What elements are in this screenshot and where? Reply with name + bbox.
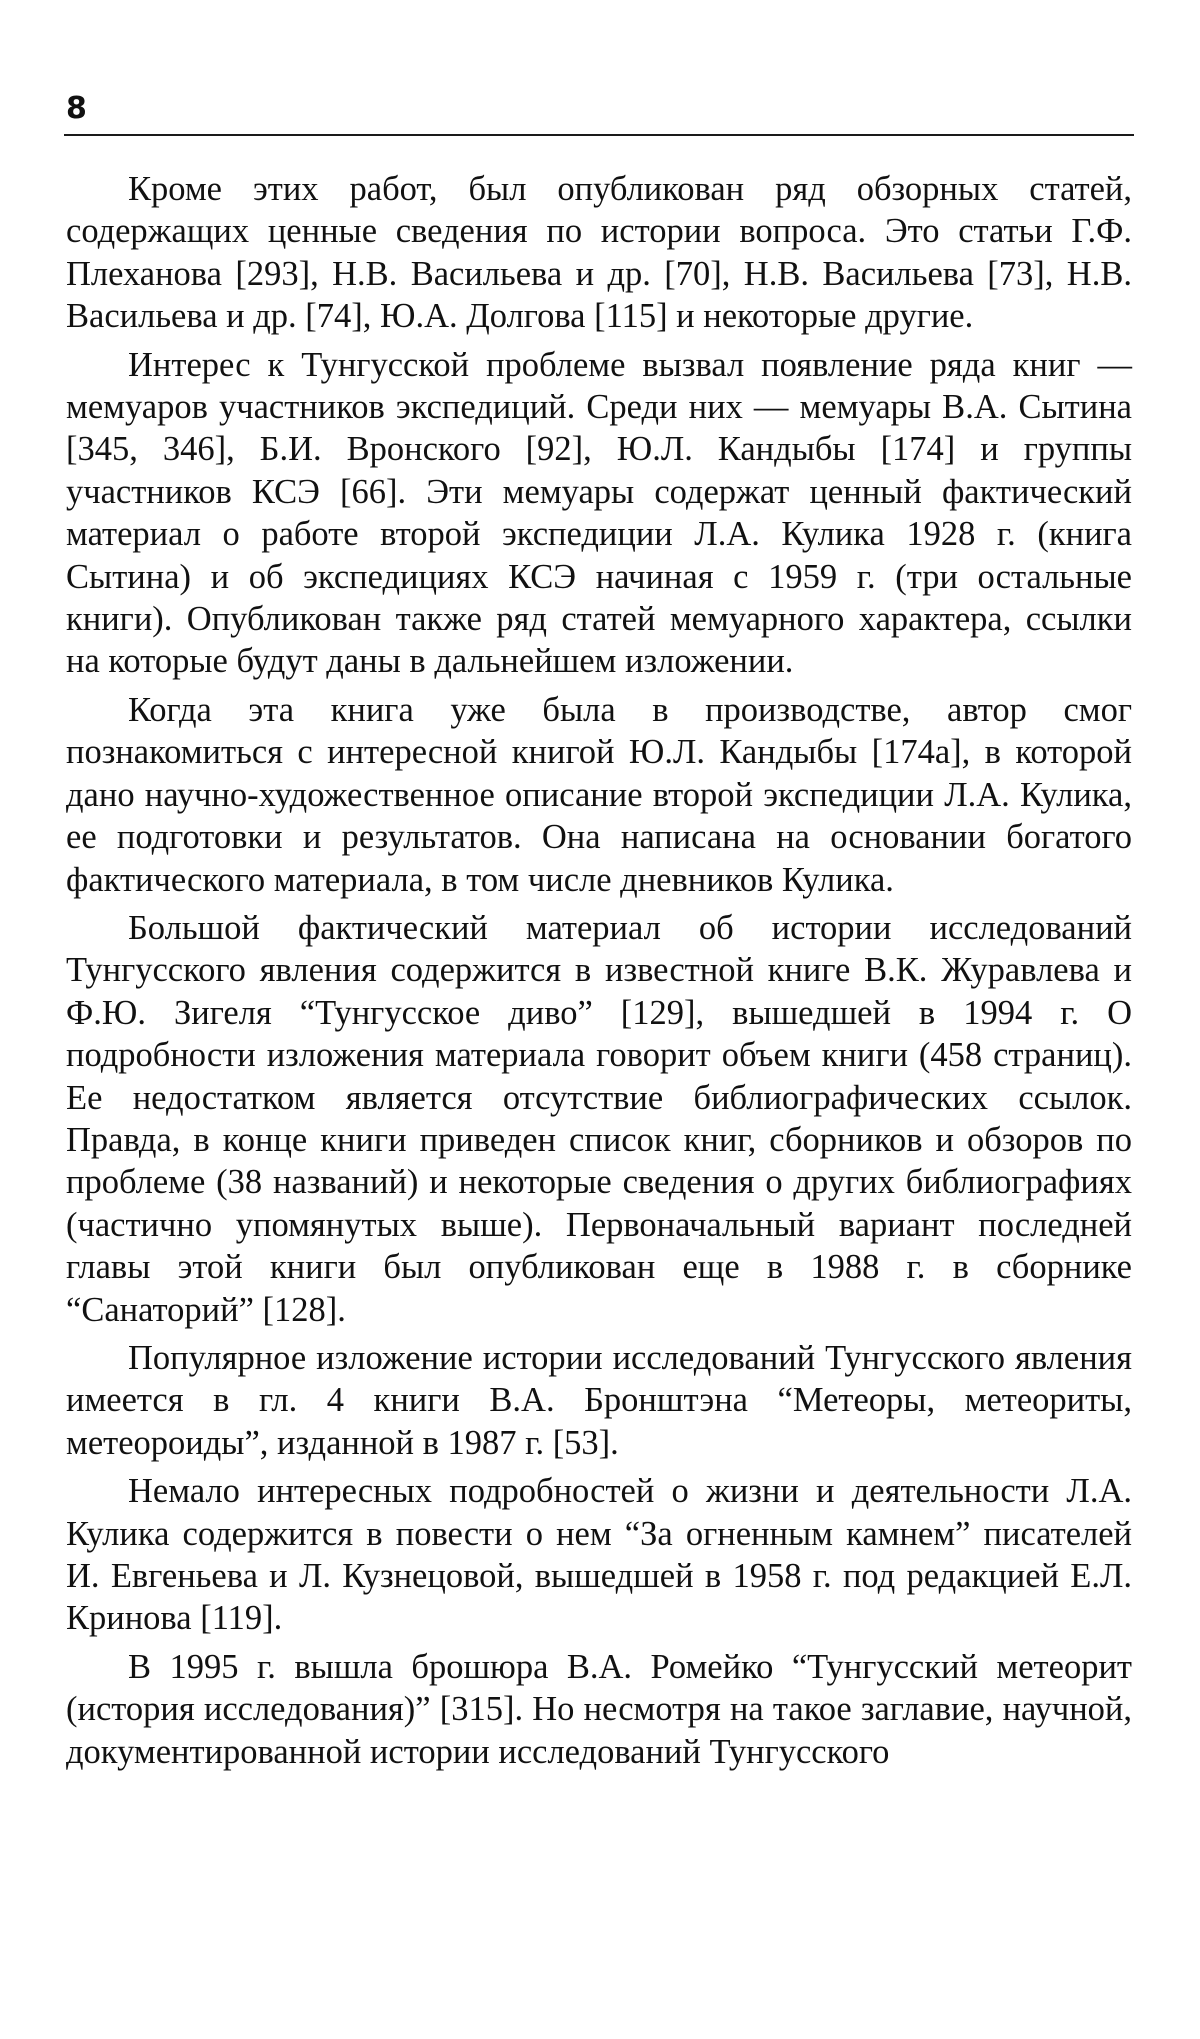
header-rule [64, 134, 1134, 136]
paragraph-7: В 1995 г. вышла брошюра В.А. Ромейко “Тунгусский метеорит (история исследования)” [315]. Но несмотря на такое заглавие, научной, документированной истории исследований Тунгусского [66, 1647, 1132, 1771]
paragraph-6: Немало интересных подробностей о жизни и деятельности Л.А. Кулика содержится в повести о нем “За огненным камнем” писателей И. Евгеньева и Л. Кузнецовой, вышедшей в 1958 г. под редакцией Е.Л. Кринова [119]. [66, 1472, 1132, 1638]
paragraph-4: Большой фактический материал об истории исследований Тунгусского явления содержится в известной книге В.К. Журавлева и Ф.Ю. Зигеля “Тунгусское диво” [129], вышедшей в 1994 г. О подробности изложения материала говорит объем книги (458 страниц). Ее недостатком является отсутствие библиографических ссылок. Правда, в конце книги приведен список книг, сборников и обзоров по проблеме (38 названий) и некоторые сведения о других библиографиях (частично упомянутых выше). Первоначальный вариант последней главы этой книги был опубликован еще в 1988 г. в сборнике “Санаторий” [128]. [66, 908, 1132, 1329]
paragraph-5: Популярное изложение истории исследований Тунгусского явления имеется в гл. 4 книги В.А. Бронштэна “Метеоры, метеориты, метеороиды”, изданной в 1987 г. [53]. [66, 1338, 1132, 1462]
page-number: 8 [66, 91, 87, 126]
paragraph-2: Интерес к Тунгусской проблеме вызвал появление ряда книг — мемуаров участников экспедиций. Среди них — мемуары В.А. Сытина [345, 346], Б.И. Вронского [92], Ю.Л. Кандыбы [174] и группы участников КСЭ [66]. Эти мемуары содержат ценный фактический материал о работе второй экспедиции Л.А. Кулика 1928 г. (книга Сытина) и об экспедициях КСЭ начиная с 1959 г. (три остальные книги). Опубликован также ряд статей мемуарного характера, ссылки на которые будут даны в дальнейшем изложении. [66, 345, 1132, 681]
paragraph-1: Кроме этих работ, был опубликован ряд обзорных статей, содержащих ценные сведения по истории вопроса. Это статьи Г.Ф. Плеханова [293], Н.В. Васильева и др. [70], Н.В. Васильева [73], Н.В. Васильева и др. [74], Ю.А. Долгова [115] и некоторые другие. [66, 170, 1132, 336]
text-body [66, 168, 1132, 1779]
paragraph-3: Когда эта книга уже была в производстве, автор смог познакомиться с интересной книгой Ю.Л. Кандыбы [174а], в которой дано научно-художественное описание второй экспедиции Л.А. Кулика, ее подготовки и результатов. Она написана на основании богатого фактического материала, в том числе дневников Кулика. [66, 690, 1132, 899]
